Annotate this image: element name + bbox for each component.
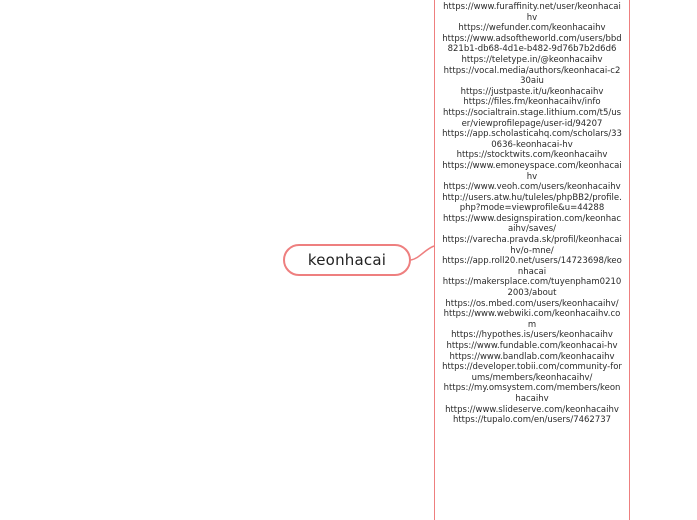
- link-text: https://app.roll20.net/users/14723698/keonhacai: [442, 256, 622, 277]
- link-text: https://varecha.pravda.sk/profil/keonhacaihv/o-mne/: [442, 235, 622, 256]
- link-text: https://www.emoneyspace.com/keonhacaihv: [442, 160, 622, 182]
- child-topic-node[interactable]: [434, 0, 630, 520]
- link-text: https://wefunder.com/keonhacaihv: [458, 23, 606, 34]
- link-text: https://www.veoh.com/users/keonhacaihv: [443, 182, 621, 193]
- link-text: https://my.omsystem.com/members/keonhacaihv: [443, 383, 621, 404]
- link-text: https://vocal.media/authors/keonhacai-c230aiu: [443, 65, 621, 87]
- link-text: https://www.fundable.com/keonhacai-hv: [446, 341, 618, 351]
- link-list: [435, 0, 629, 426]
- link-text: https://teletype.in/@keonhacaihv: [461, 54, 603, 65]
- link-text: https://hypothes.is/users/keonhacaihv: [451, 330, 613, 341]
- link-text: https://tupalo.com/en/users/7462737: [452, 415, 612, 426]
- root-topic-node[interactable]: [283, 244, 411, 276]
- link-text: https://app.scholasticahq.com/scholars/330636-keonhacai-hv: [442, 129, 622, 150]
- link-text: https://www.furaffinity.net/user/keonhacaihv: [443, 2, 621, 23]
- link-text: https://makersplace.com/tuyenpham02102003/about: [442, 277, 622, 299]
- link-text: https://www.slideserve.com/keonhacaihv: [445, 404, 619, 415]
- root-topic-label: keonhacai: [307, 251, 387, 269]
- link-text: https://stocktwits.com/keonhacaihv: [456, 150, 608, 161]
- link-text: https://os.mbed.com/users/keonhacaihv/: [445, 298, 619, 309]
- link-text: https://developer.tobii.com/community-forums/members/keonhacaihv/: [442, 362, 622, 383]
- link-text: https://www.bandlab.com/keonhacaihv: [449, 351, 615, 362]
- link-text: https://www.adsoftheworld.com/users/bbd821b1-db68-4d1e-b482-9d76b7b2d6d6: [442, 33, 622, 55]
- link-text: http://users.atw.hu/tuleles/phpBB2/profile.php?mode=viewprofile&u=44288: [442, 192, 622, 214]
- link-text: https://www.designspiration.com/keonhacaihv/saves/: [442, 213, 622, 235]
- link-text: https://justpaste.it/u/keonhacaihv: [460, 86, 604, 97]
- link-text: https://files.fm/keonhacaihv/info: [463, 97, 601, 108]
- link-text: https://www.webwiki.com/keonhacaihv.com: [443, 309, 621, 330]
- link-text: https://socialtrain.stage.lithium.com/t5/user/viewprofilepage/user-id/94207: [442, 107, 622, 129]
- root-to-child-line: [411, 246, 434, 260]
